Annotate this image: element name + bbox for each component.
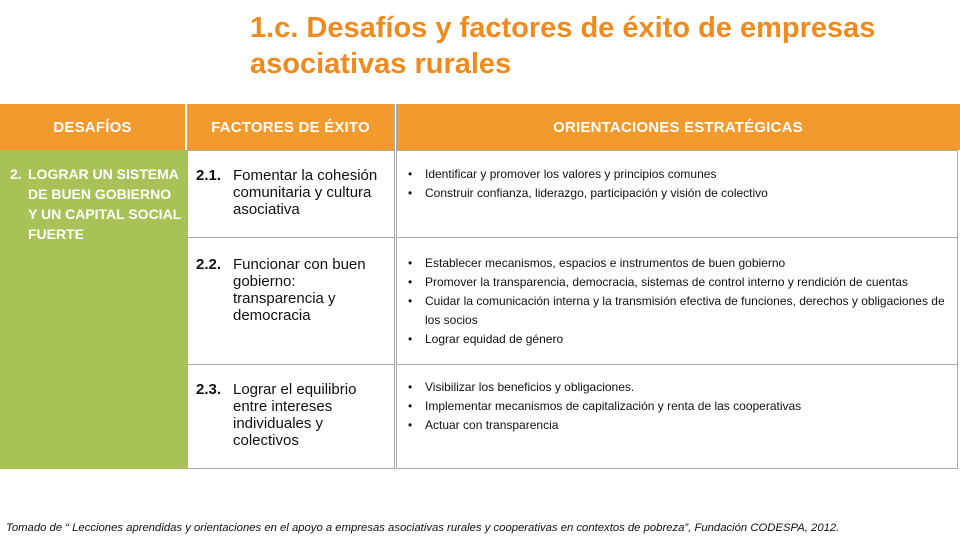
- challenge-label: [10, 164, 182, 244]
- header-factores: FACTORES DE ÉXITO: [187, 104, 394, 150]
- grid-line: [187, 150, 394, 151]
- grid-line: [394, 104, 395, 469]
- list-item: • Lograr equidad de género: [408, 330, 953, 349]
- source-citation: Tomado de “ Lecciones aprendidas y orientaciones en el apoyo a empresas asociativas rurales y cooperativas en contextos de pobreza”, Fundación CODESPA, 2012.: [6, 522, 840, 534]
- factor-2-1: [196, 167, 386, 218]
- page-title: [250, 10, 950, 82]
- grid-line: [187, 468, 394, 469]
- list-item: • Establecer mecanismos, espacios e instrumentos de buen gobierno: [408, 254, 953, 273]
- list-item: • Promover la transparencia, democracia, sistemas de control interno y rendición de cuentas: [408, 273, 953, 292]
- grid-line: [187, 364, 394, 365]
- grid-line: [396, 150, 958, 151]
- challenge-number: 2.: [10, 166, 22, 182]
- grid-line: [957, 150, 958, 469]
- orientations-2-3: [408, 378, 953, 435]
- grid-line: [396, 468, 958, 469]
- factor-text: Fomentar la cohesión comunitaria y cultura asociativa: [233, 167, 378, 218]
- factor-text: Lograr el equilibrio entre intereses individuales y colectivos: [233, 381, 357, 449]
- list-item: • Implementar mecanismos de capitalización y renta de las cooperativas: [408, 397, 953, 416]
- list-item: • Visibilizar los beneficios y obligaciones.: [408, 378, 953, 397]
- list-item: • Actuar con transparencia: [408, 416, 953, 435]
- list-item: • Construir confianza, liderazgo, participación y visión de colectivo: [408, 184, 953, 203]
- list-item: • Identificar y promover los valores y principios comunes: [408, 165, 953, 184]
- grid-line: [187, 237, 394, 238]
- header-desafios: DESAFÍOS: [0, 104, 185, 150]
- factor-2-3: [196, 381, 386, 449]
- grid-line: [187, 150, 188, 469]
- grid-line: [396, 364, 958, 365]
- orientations-2-1: [408, 165, 953, 203]
- header-orientaciones: ORIENTACIONES ESTRATÉGICAS: [396, 104, 960, 150]
- factor-text: Funcionar con buen gobierno: transparencia y democracia: [233, 256, 366, 324]
- factor-number: 2.3.: [196, 381, 222, 398]
- factor-2-2: [196, 256, 386, 324]
- factor-number: 2.2.: [196, 256, 222, 273]
- factor-number: 2.1.: [196, 167, 222, 184]
- list-item: • Cuidar la comunicación interna y la transmisión efectiva de funciones, derechos y obligaciones de los socios: [408, 292, 953, 330]
- challenge-text: LOGRAR UN SISTEMA DE BUEN GOBIERNO Y UN CAPITAL SOCIAL FUERTE: [28, 166, 181, 242]
- title-line-2: asociativas rurales: [250, 48, 512, 80]
- title-line-1: 1.c. Desafíos y factores de éxito de empresas: [250, 12, 876, 44]
- orientations-2-2: [408, 254, 953, 349]
- grid-line: [396, 237, 958, 238]
- grid-line: [396, 104, 397, 469]
